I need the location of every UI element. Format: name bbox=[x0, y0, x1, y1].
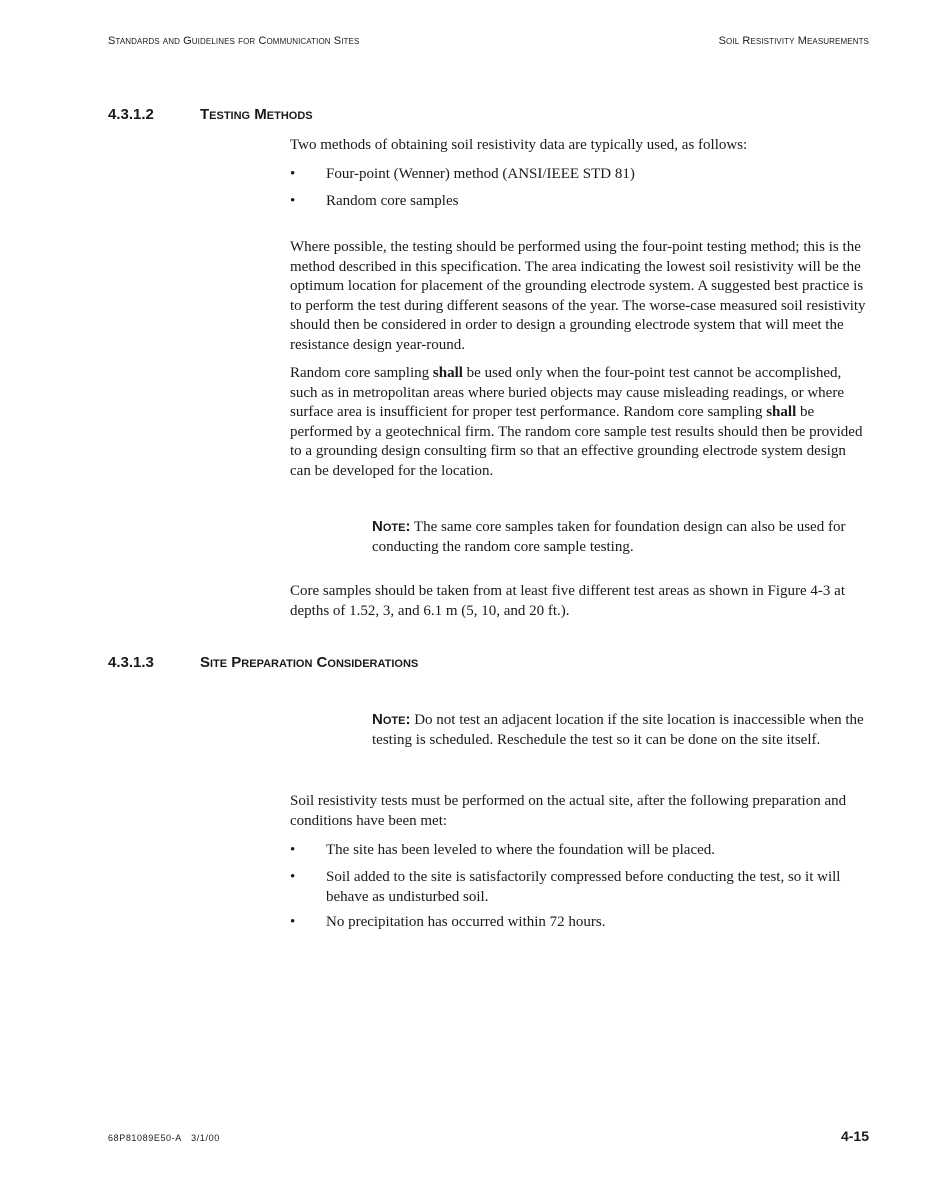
list-item bbox=[290, 913, 868, 933]
running-header-right: Soil Resistivity Measurements bbox=[718, 35, 869, 47]
page-number: 4-15 bbox=[840, 1128, 869, 1144]
note-box bbox=[372, 517, 868, 557]
note-text: Do not test an adjacent location if the site location is inaccessible when the testing is scheduled. Reschedule the test so it can be done on the site itself. bbox=[372, 712, 864, 748]
bullet-icon: • bbox=[290, 914, 296, 930]
list-item-text: No precipitation has occurred within 72 hours. bbox=[326, 914, 606, 930]
list-item-text: Soil added to the site is satisfactorily compressed before conducting the test, so it will behave as undisturbed soil. bbox=[326, 869, 841, 905]
note-label: Note: bbox=[372, 518, 411, 535]
list-item-text: Random core samples bbox=[326, 193, 459, 209]
list-item bbox=[290, 192, 868, 212]
paragraph: Core samples should be taken from at least five different test areas as shown in Figure 4-3 at depths of 1.52, 3, and 6.1 m (5, 10, and 20 ft.). bbox=[290, 583, 845, 619]
note-box bbox=[372, 710, 868, 750]
section-title: Testing Methods bbox=[200, 106, 313, 123]
bullet-icon: • bbox=[290, 166, 296, 182]
paragraph: Random core sampling shall be used only when the four-point test cannot be accomplished, such as in metropolitan areas where buried objects may cause misleading readings, or where surface area is insufficient for proper test performance. Random core sampling shall be performed by a geotechnical firm. The random core sample test results should then be provided to a grounding design consulting firm so that an effective grounding electrode system design can be developed for the location. bbox=[290, 365, 863, 479]
note-label: Note: bbox=[372, 711, 411, 728]
footer-date: 3/1/00 bbox=[191, 1133, 220, 1143]
section-title: Site Preparation Considerations bbox=[200, 654, 419, 671]
paragraph: Where possible, the testing should be performed using the four-point testing method; this is the method described in this specification. The area indicating the lowest soil resistivity will be the optimum location for placement of the grounding electrode system. A suggested best practice is to perform the test during different seasons of the year. The worse-case measured soil resistivity should then be considered in order to design a grounding electrode system that will meet the resistance design year-round. bbox=[290, 239, 866, 353]
bullet-icon: • bbox=[290, 193, 296, 209]
section-number: 4.3.1.3 bbox=[108, 654, 154, 671]
list-item bbox=[290, 841, 868, 861]
section-intro: Soil resistivity tests must be performed on the actual site, after the following preparation and conditions have been met: bbox=[290, 793, 847, 829]
list-item-text: Four-point (Wenner) method (ANSI/IEEE STD 81) bbox=[326, 166, 635, 182]
note-text: The same core samples taken for foundation design can also be used for conducting the random core sample testing. bbox=[372, 519, 846, 555]
bullet-icon: • bbox=[290, 842, 296, 858]
section-intro: Two methods of obtaining soil resistivity data are typically used, as follows: bbox=[290, 137, 748, 153]
footer-doc-info bbox=[108, 1133, 220, 1143]
list-item bbox=[290, 165, 868, 185]
footer-doc-id: 68P81089E50-A bbox=[108, 1133, 182, 1143]
section-number: 4.3.1.2 bbox=[108, 106, 154, 123]
running-header-left: Standards and Guidelines for Communication Sites bbox=[108, 35, 360, 47]
list-item bbox=[290, 868, 868, 908]
bullet-icon: • bbox=[290, 869, 296, 885]
list-item-text: The site has been leveled to where the foundation will be placed. bbox=[326, 842, 716, 858]
